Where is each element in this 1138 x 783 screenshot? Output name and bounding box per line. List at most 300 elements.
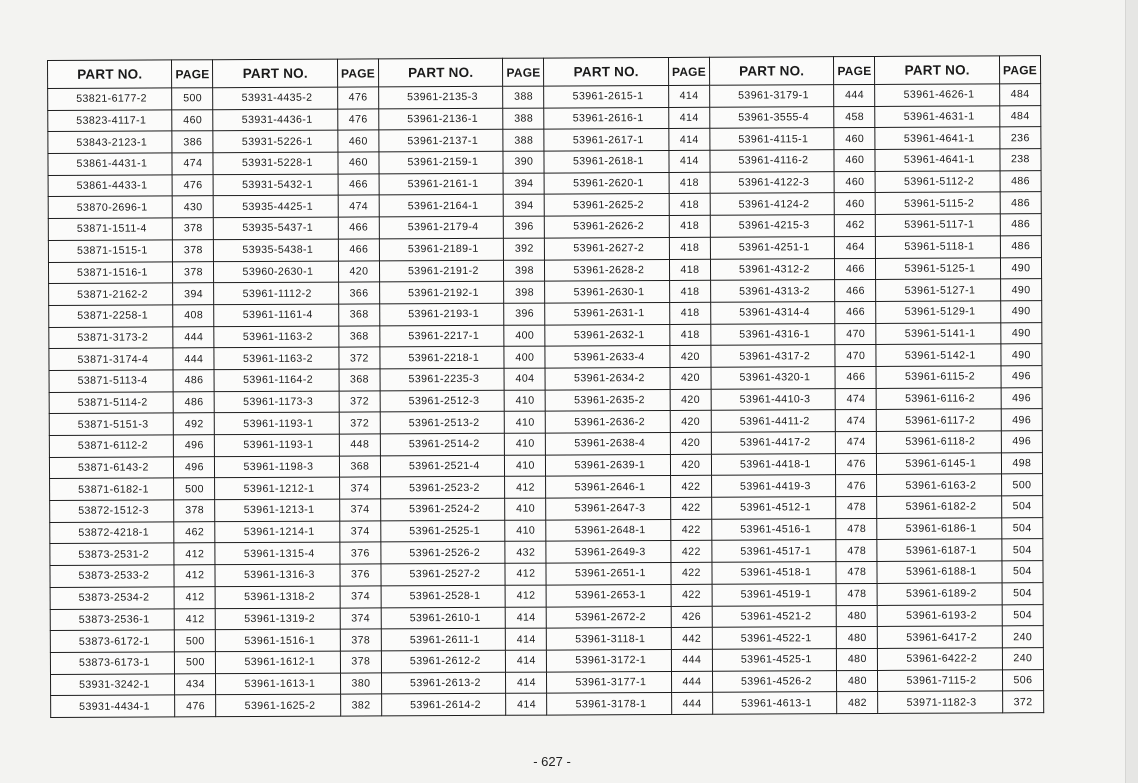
part-no-header: PART NO.	[213, 59, 338, 88]
page-cell: 240	[1002, 626, 1043, 648]
part-number-cell: 53961-4521-2	[712, 605, 836, 627]
part-number-cell: 53961-1163-2	[214, 326, 338, 348]
part-number-cell: 53873-2533-2	[50, 565, 174, 587]
page-cell: 476	[175, 695, 216, 717]
part-number-cell: 53871-3173-2	[49, 326, 173, 348]
part-number-cell: 53871-5113-4	[49, 370, 173, 392]
part-number-cell: 53961-2634-2	[545, 367, 669, 389]
page-cell: 490	[1000, 301, 1041, 323]
page-cell: 460	[834, 193, 875, 215]
page-cell: 478	[836, 518, 877, 540]
part-number-cell: 53961-4312-2	[710, 258, 834, 280]
page-cell: 486	[1000, 214, 1041, 236]
part-number-cell: 53961-2618-1	[544, 151, 668, 173]
part-number-cell: 53961-6182-2	[877, 496, 1001, 518]
part-number-cell: 53961-4317-2	[711, 345, 835, 367]
page-cell: 434	[175, 673, 216, 695]
part-number-cell: 53873-6173-1	[50, 652, 174, 674]
page-cell: 504	[1002, 582, 1043, 604]
page-cell: 504	[1002, 604, 1043, 626]
page-cell: 478	[836, 562, 877, 584]
page-cell: 378	[174, 500, 215, 522]
page-cell: 480	[837, 648, 878, 670]
page-cell: 432	[505, 542, 546, 564]
page-cell: 498	[1001, 452, 1042, 474]
page-header: PAGE	[337, 59, 378, 87]
part-number-cell: 53961-1612-1	[216, 651, 340, 673]
part-number-cell: 53961-2528-1	[381, 585, 505, 607]
page-cell: 444	[173, 326, 214, 348]
page-cell: 500	[175, 652, 216, 674]
page-cell: 372	[339, 347, 380, 369]
part-number-cell: 53873-6172-1	[50, 630, 174, 652]
page-cell: 410	[505, 433, 546, 455]
part-number-cell: 53961-4631-1	[875, 106, 999, 128]
part-number-cell: 53961-4525-1	[712, 649, 836, 671]
page-cell: 466	[835, 366, 876, 388]
part-number-cell: 53961-5115-2	[876, 192, 1000, 214]
parts-index-table	[47, 55, 1044, 718]
part-number-cell: 53961-6422-2	[878, 648, 1002, 670]
part-number-cell: 53931-5226-1	[213, 130, 337, 152]
page-header: PAGE	[172, 60, 213, 88]
part-number-cell: 53961-2524-2	[381, 498, 505, 520]
part-no-header: PART NO.	[875, 56, 1000, 85]
page-cell: 378	[340, 629, 381, 651]
part-number-cell: 53961-2235-3	[380, 368, 504, 390]
page-cell: 474	[338, 195, 379, 217]
page-cell: 414	[506, 693, 547, 715]
part-number-cell: 53872-4218-1	[50, 522, 174, 544]
page-cell: 398	[504, 281, 545, 303]
page-cell: 378	[340, 651, 381, 673]
page-cell: 486	[1000, 192, 1041, 214]
part-number-cell: 53873-2536-1	[50, 608, 174, 630]
table-body	[48, 84, 1044, 718]
part-number-cell: 53961-1164-2	[214, 369, 338, 391]
part-number-cell: 53961-2611-1	[381, 628, 505, 650]
part-number-cell: 53961-6417-2	[878, 626, 1002, 648]
part-number-cell: 53961-1315-4	[215, 543, 339, 565]
part-number-cell: 53931-5432-1	[214, 174, 338, 196]
part-number-cell: 53961-2625-2	[545, 194, 669, 216]
page-cell: 374	[340, 499, 381, 521]
page-cell: 486	[1000, 235, 1041, 257]
page-cell: 422	[671, 519, 712, 541]
part-number-cell: 53961-2179-4	[379, 216, 503, 238]
page-cell: 490	[1001, 344, 1042, 366]
part-number-cell: 53961-4518-1	[712, 562, 836, 584]
page-cell: 372	[339, 412, 380, 434]
page-cell: 414	[669, 150, 710, 172]
part-number-cell: 53961-2636-2	[546, 411, 670, 433]
page-cell: 236	[1000, 127, 1041, 149]
part-number-cell: 53961-1198-3	[215, 456, 339, 478]
page-header: PAGE	[668, 57, 709, 85]
part-number-cell: 53961-2631-1	[545, 302, 669, 324]
part-number-cell: 53871-3174-4	[49, 348, 173, 370]
page-cell: 486	[173, 391, 214, 413]
page-cell: 240	[1002, 648, 1043, 670]
page-cell: 374	[340, 586, 381, 608]
part-number-cell: 53931-4436-1	[213, 109, 337, 131]
page-cell: 394	[173, 283, 214, 305]
page-cell: 418	[669, 280, 710, 302]
part-number-cell: 53935-4425-1	[214, 196, 338, 218]
page-cell: 412	[174, 586, 215, 608]
page-cell: 410	[505, 455, 546, 477]
page-cell: 444	[671, 671, 712, 693]
page-cell: 466	[338, 239, 379, 261]
page-header: PAGE	[503, 58, 544, 86]
part-number-cell: 53961-4313-2	[711, 280, 835, 302]
page-cell: 460	[338, 152, 379, 174]
part-number-cell: 53961-2638-4	[546, 432, 670, 454]
part-number-cell: 53961-6188-1	[877, 561, 1001, 583]
page-cell: 404	[504, 368, 545, 390]
page-cell: 412	[174, 565, 215, 587]
part-number-cell: 53961-5118-1	[876, 236, 1000, 258]
page-cell: 478	[836, 540, 877, 562]
part-number-cell: 53961-4613-1	[713, 692, 837, 714]
part-number-cell: 53961-3179-1	[710, 85, 834, 107]
part-number-cell: 53961-4116-2	[710, 150, 834, 172]
page-cell: 476	[337, 87, 378, 109]
page-cell: 410	[505, 498, 546, 520]
part-number-cell: 53961-4417-2	[711, 432, 835, 454]
page-cell: 378	[173, 261, 214, 283]
part-number-cell: 53961-2612-2	[381, 650, 505, 672]
page-cell: 420	[338, 260, 379, 282]
page-cell: 486	[173, 370, 214, 392]
page-cell: 418	[669, 172, 710, 194]
page-cell: 420	[670, 411, 711, 433]
part-number-cell: 53961-4641-1	[875, 127, 999, 149]
page-cell: 460	[834, 150, 875, 172]
page-cell: 476	[836, 453, 877, 475]
page-cell: 398	[504, 260, 545, 282]
page-cell: 414	[506, 672, 547, 694]
part-number-cell: 53961-4418-1	[711, 453, 835, 475]
part-number-cell: 53961-4122-3	[710, 171, 834, 193]
page-cell: 504	[1001, 496, 1042, 518]
page-cell: 458	[834, 106, 875, 128]
page-cell: 414	[668, 85, 709, 107]
part-number-cell: 53861-4433-1	[48, 175, 172, 197]
part-number-cell: 53935-5437-1	[214, 217, 338, 239]
page-cell: 482	[837, 692, 878, 714]
part-number-cell: 53961-2136-1	[379, 108, 503, 130]
page-cell: 448	[339, 434, 380, 456]
page-cell: 490	[1000, 257, 1041, 279]
part-number-cell: 53961-2513-2	[380, 412, 504, 434]
page-cell: 486	[1000, 170, 1041, 192]
part-number-cell: 53961-2646-1	[546, 476, 670, 498]
part-number-cell: 53961-1316-3	[215, 564, 339, 586]
page-cell: 444	[173, 348, 214, 370]
part-number-cell: 53961-4522-1	[712, 627, 836, 649]
part-number-cell: 53843-2123-1	[48, 131, 172, 153]
part-no-header: PART NO.	[378, 58, 503, 87]
part-number-cell: 53961-2512-3	[380, 390, 504, 412]
page-cell: 414	[669, 107, 710, 129]
part-number-cell: 53961-2189-1	[379, 238, 503, 260]
part-number-cell: 53961-2514-2	[380, 433, 504, 455]
part-number-cell: 53935-5438-1	[214, 239, 338, 261]
part-number-cell: 53961-6193-2	[878, 604, 1002, 626]
page-cell: 378	[173, 218, 214, 240]
part-number-cell: 53961-4251-1	[710, 236, 834, 258]
part-number-cell: 53961-6116-2	[877, 387, 1001, 409]
page-cell: 444	[671, 649, 712, 671]
page-cell: 418	[669, 215, 710, 237]
page-cell: 378	[173, 239, 214, 261]
part-number-cell: 53961-4316-1	[711, 323, 835, 345]
part-number-cell: 53961-2626-2	[545, 216, 669, 238]
part-number-cell: 53961-1613-1	[216, 673, 340, 695]
page-cell: 390	[503, 151, 544, 173]
part-number-cell: 53961-6186-1	[877, 518, 1001, 540]
part-number-cell: 53961-4411-2	[711, 410, 835, 432]
part-number-cell: 53821-6177-2	[48, 88, 172, 110]
part-number-cell: 53931-3242-1	[51, 673, 175, 695]
page-cell: 374	[339, 477, 380, 499]
part-number-cell: 53961-2613-2	[381, 672, 505, 694]
page-cell: 422	[671, 541, 712, 563]
page-cell: 422	[670, 497, 711, 519]
part-number-cell: 53961-6118-2	[877, 431, 1001, 453]
page-cell: 496	[174, 456, 215, 478]
page-cell: 412	[174, 543, 215, 565]
part-number-cell: 53961-6187-1	[877, 539, 1001, 561]
part-number-cell: 53961-4410-3	[711, 388, 835, 410]
page-cell: 368	[339, 304, 380, 326]
page-cell: 460	[338, 130, 379, 152]
page-cell: 496	[1001, 431, 1042, 453]
page-cell: 478	[836, 583, 877, 605]
part-number-cell: 53961-4517-1	[712, 540, 836, 562]
part-number-cell: 53961-5127-1	[876, 279, 1000, 301]
part-number-cell: 53961-4314-4	[711, 302, 835, 324]
part-number-cell: 53961-2616-1	[544, 107, 668, 129]
page-cell: 490	[1001, 322, 1042, 344]
page-cell: 418	[669, 194, 710, 216]
part-number-cell: 53961-2653-1	[547, 584, 671, 606]
part-number-cell: 53961-4215-3	[710, 215, 834, 237]
page-cell: 474	[172, 153, 213, 175]
part-number-cell: 53861-4431-1	[48, 153, 172, 175]
part-number-cell: 53871-5114-2	[49, 392, 173, 414]
page-cell: 496	[1001, 387, 1042, 409]
part-number-cell: 53871-1515-1	[48, 240, 172, 262]
part-number-cell: 53961-2648-1	[546, 519, 670, 541]
page-edge	[1125, 0, 1138, 783]
page-cell: 418	[669, 259, 710, 281]
page-cell: 504	[1002, 561, 1043, 583]
page-cell: 474	[835, 388, 876, 410]
part-number-cell: 53871-1511-4	[48, 218, 172, 240]
page-cell: 420	[670, 389, 711, 411]
page-cell: 366	[338, 282, 379, 304]
page-cell: 410	[504, 390, 545, 412]
part-number-cell: 53873-2534-2	[50, 587, 174, 609]
page-cell: 442	[671, 627, 712, 649]
page-cell: 496	[174, 435, 215, 457]
page-cell: 496	[1001, 366, 1042, 388]
page-cell: 500	[1001, 474, 1042, 496]
page-cell: 420	[670, 432, 711, 454]
page-cell: 392	[504, 238, 545, 260]
page-cell: 394	[503, 173, 544, 195]
page-cell: 418	[670, 302, 711, 324]
part-number-cell: 53961-2610-1	[381, 607, 505, 629]
page-cell: 460	[834, 128, 875, 150]
part-number-cell: 53870-2696-1	[48, 196, 172, 218]
part-no-header: PART NO.	[709, 57, 834, 86]
page-header: PAGE	[834, 56, 875, 84]
page-cell: 476	[172, 174, 213, 196]
page-cell: 484	[1000, 105, 1041, 127]
part-number-cell: 53961-2633-4	[545, 346, 669, 368]
part-number-cell: 53872-1512-3	[50, 500, 174, 522]
page-cell: 374	[340, 607, 381, 629]
part-number-cell: 53961-5117-1	[876, 214, 1000, 236]
part-number-cell: 53931-5228-1	[213, 152, 337, 174]
part-number-cell: 53961-2193-1	[380, 303, 504, 325]
page-cell: 422	[671, 562, 712, 584]
page-cell: 418	[669, 237, 710, 259]
part-number-cell: 53961-5125-1	[876, 257, 1000, 279]
part-number-cell: 53961-1193-1	[215, 434, 339, 456]
page-cell: 500	[172, 88, 213, 110]
part-number-cell: 53961-2523-2	[381, 477, 505, 499]
part-number-cell: 53961-1173-3	[215, 391, 339, 413]
part-number-cell: 53961-5142-1	[876, 344, 1000, 366]
page-cell: 372	[1002, 691, 1043, 713]
part-number-cell: 53961-2135-3	[379, 86, 503, 108]
part-number-cell: 53961-4516-1	[712, 518, 836, 540]
page-cell: 382	[340, 694, 381, 716]
page-header: PAGE	[999, 56, 1040, 84]
page-cell: 414	[506, 607, 547, 629]
part-number-cell: 53961-2628-2	[545, 259, 669, 281]
page-cell: 466	[835, 280, 876, 302]
page-cell: 368	[339, 369, 380, 391]
page-cell: 460	[172, 109, 213, 131]
part-number-cell: 53961-1212-1	[215, 477, 339, 499]
part-number-cell: 53961-2672-2	[547, 606, 671, 628]
part-number-cell: 53961-2164-1	[379, 195, 503, 217]
part-number-cell: 53961-1319-2	[216, 608, 340, 630]
part-number-cell: 53961-5112-2	[875, 171, 999, 193]
page-cell: 368	[339, 325, 380, 347]
page-number: - 627 -	[533, 754, 571, 769]
part-number-cell: 53961-2627-2	[545, 237, 669, 259]
part-number-cell: 53961-2651-1	[546, 563, 670, 585]
page-cell: 414	[506, 628, 547, 650]
page-cell: 474	[836, 431, 877, 453]
part-number-cell: 53961-2161-1	[379, 173, 503, 195]
part-number-cell: 53961-2615-1	[544, 85, 668, 107]
part-number-cell: 53961-1161-4	[214, 304, 338, 326]
page-cell: 414	[506, 650, 547, 672]
page-cell: 480	[837, 627, 878, 649]
part-number-cell: 53961-6189-2	[877, 583, 1001, 605]
page-cell: 462	[174, 521, 215, 543]
part-number-cell: 53971-1182-3	[878, 691, 1002, 713]
page-cell: 412	[505, 585, 546, 607]
part-number-cell: 53961-6145-1	[877, 453, 1001, 475]
page-cell: 478	[836, 497, 877, 519]
page-cell: 372	[339, 391, 380, 413]
part-number-cell: 53961-3118-1	[547, 628, 671, 650]
part-number-cell: 53961-2632-1	[545, 324, 669, 346]
page-cell: 396	[504, 303, 545, 325]
page-cell: 466	[835, 258, 876, 280]
page-cell: 386	[172, 131, 213, 153]
part-number-cell: 53871-6143-2	[49, 457, 173, 479]
page-cell: 400	[504, 325, 545, 347]
page-cell: 490	[1000, 279, 1041, 301]
page-cell: 422	[671, 584, 712, 606]
page-cell: 412	[505, 563, 546, 585]
page-cell: 420	[670, 346, 711, 368]
part-number-cell: 53961-2614-2	[382, 694, 506, 716]
part-number-cell: 53961-4124-2	[710, 193, 834, 215]
page-cell: 466	[338, 217, 379, 239]
part-number-cell: 53931-4435-2	[213, 87, 337, 109]
part-number-cell: 53961-1318-2	[216, 586, 340, 608]
page-cell: 484	[999, 84, 1040, 106]
page-cell: 426	[671, 606, 712, 628]
page-cell: 476	[836, 475, 877, 497]
part-number-cell: 53871-2162-2	[49, 283, 173, 305]
part-number-cell: 53961-2192-1	[380, 281, 504, 303]
part-number-cell: 53961-2526-2	[381, 542, 505, 564]
page-cell: 444	[671, 693, 712, 715]
part-number-cell: 53961-2617-1	[544, 129, 668, 151]
page-cell: 414	[669, 129, 710, 151]
part-number-cell: 53961-6163-2	[877, 474, 1001, 496]
part-number-cell: 53961-4115-1	[710, 128, 834, 150]
part-number-cell: 53873-2531-2	[50, 543, 174, 565]
page-cell: 388	[503, 108, 544, 130]
part-number-cell: 53823-4117-1	[48, 110, 172, 132]
part-number-cell: 53961-2217-1	[380, 325, 504, 347]
part-number-cell: 53961-2649-3	[546, 541, 670, 563]
page-cell: 376	[340, 542, 381, 564]
part-number-cell: 53961-2647-3	[546, 498, 670, 520]
page-cell: 444	[834, 84, 875, 106]
page-cell: 480	[836, 605, 877, 627]
page-cell: 374	[340, 521, 381, 543]
part-number-cell: 53961-3172-1	[547, 649, 671, 671]
page-cell: 412	[175, 608, 216, 630]
part-number-cell: 53961-4419-3	[711, 475, 835, 497]
part-number-cell: 53961-4519-1	[712, 583, 836, 605]
part-number-cell: 53961-5129-1	[876, 301, 1000, 323]
part-number-cell: 53961-2525-1	[381, 520, 505, 542]
part-number-cell: 53961-2635-2	[546, 389, 670, 411]
part-number-cell: 53960-2630-1	[214, 261, 338, 283]
page-cell: 500	[174, 478, 215, 500]
page-cell: 238	[1000, 149, 1041, 171]
page-cell: 504	[1002, 539, 1043, 561]
page-cell: 464	[835, 236, 876, 258]
page-cell: 466	[338, 174, 379, 196]
part-number-cell: 53931-4434-1	[51, 695, 175, 717]
page-cell: 410	[505, 411, 546, 433]
